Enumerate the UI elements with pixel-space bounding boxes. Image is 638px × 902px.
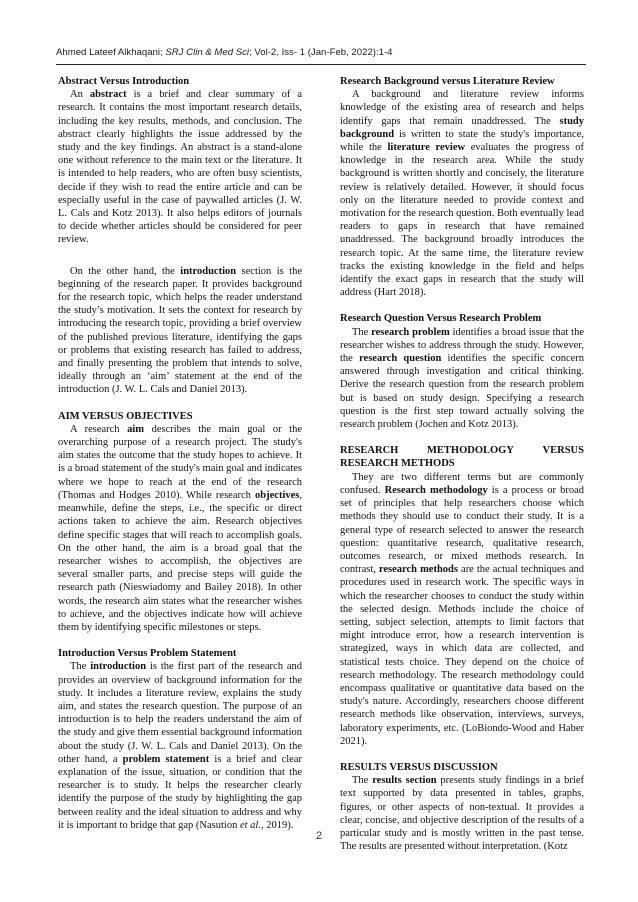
paragraph-abstract: An abstract is a brief and clear summary of a research. It contains the most important research details, including the key results, methods, and conclusion. The abstract clearly highlights the issue addressed by the study and the key findings. An abstract is a stand-alone one without reference to the main text or the literature. It is intended to help readers, who are often busy scientists, decide if they wish to read the entire article and can be especially useful in the case of paywalled articles (J. W. L. Cals and Kotz 2013). It also helps editors of journals to decide whether articles should be considered for peer review. (58, 89, 302, 246)
paragraph-results: The results section presents study findings in a brief text supported by data presented in tables, graphs, figures, or other aspects of non-textual. It provides a clear, concise, and objective description of the results of a particular study and is mostly written in the past tense. The results are presented without interpretation. (Kotz (340, 775, 584, 853)
left-column (58, 75, 302, 832)
section-heading-results: RESULTS VERSUS DISCUSSION (340, 761, 498, 773)
section-heading-question: Research Question Versus Research Problem (340, 313, 542, 325)
section-heading-aim: AIM VERSUS OBJECTIVES (58, 410, 193, 422)
section-heading-abstract: Abstract Versus Introduction (58, 76, 190, 87)
section-heading-introduction: Introduction Versus Problem Statement (58, 648, 237, 660)
header-volume: ; Vol-2, Iss- 1 (Jan-Feb, 2022):1-4 (249, 47, 393, 58)
header-rule (56, 64, 586, 65)
paragraph-methodology: They are two different terms but are commonly confused. Research methodology is a process or broad set of principles that help researchers choose which methods they should use to conduct their study. It is a general type of research selected to answer the research question: quantitative research, qualitative research, outcomes research, or mixed methods research. In contrast, research methods are the actual techniques and procedures used in research work. The specific ways in which the researcher chooses to conduct the study within the selected design. Methods include the choice of setting, subject selection, attempts to limit factors that might introduce error, how a research intervention is strategized, ways in which data are collected, and statistical tests choice. They depend on the choice of research methodology. The research methodology could encompass qualitative or quantitative data based on the study's nature. Accordingly, researchers choose different research methods like observation, interviews, surveys, laboratory experiments, etc. (LoBiondo-Wood and Haber 2021). (340, 471, 585, 747)
header-authors: Ahmed Lateef Alkhaqani; (56, 47, 163, 58)
paragraph-question: The research problem identifies a broad issue that the researcher wishes to address through the study. However, the research question identifies the specific concern answered through investigation and critical thinking. Derive the research question from the research problem but is based on study design. Specifying a research question is the first step toward actually solving the research problem (Jochen and Kotz 2013). (340, 326, 585, 431)
paragraph-problem-statement: The introduction is the first part of the research and provides an overview of background information for the study. It includes a literature review, explains the study aim, and states the research question. The purpose of an introduction is to help the readers understand the aim of the study and give them essential background information about the study (J. W. L. Cals and Daniel 2013). On the other hand, a problem statement is a brief and clear explanation of the issue, situation, or condition that the researcher is to study. It helps the researcher clearly identify the purpose of the study by highlighting the gap between reality and the ideal situation to address and why it is important to bridge that gap (Nasution et al., 2019). (58, 661, 303, 831)
paragraph-background: A background and literature review informs knowledge of the existing area of research and helps identify gaps that remain unaddressed. The study background is written to state the study's importance, while the literature review evaluates the progress of knowledge in the research area. While the study background is written shortly and concisely, the literature review is relatively detailed. However, it should focus only on the literature needed to provide context and motivation for the research question. Both eventually lead readers to gaps in research that have remained unaddressed. The background broadly introduces the research topic. At the same time, the literature review tracks the existing knowledge in the field and helps identify the exact gaps in research that the study will address (Hart 2018). (340, 89, 584, 299)
header-journal: SRJ Clin & Med Sci (165, 47, 250, 58)
paragraph-introduction: On the other hand, the introduction section is the beginning of the research paper. It provides background for the research topic, which helps the reader understand the study’s motivation. It sets the context for research by introducing the research topic, providing a brief overview of the published previous literature, identifying the gaps or problems that existing research has failed to address, and finally presenting the problem that intends to solve, ideally through an ‘aim’ statement at the end of the introduction (J. W. L. Cals and Daniel 2013). (58, 265, 302, 396)
running-header (56, 47, 586, 58)
section-heading-background: Research Background versus Literature Review (340, 76, 555, 87)
paragraph-aim: A research aim describes the main goal or the overarching purpose of a research project. The study's aim states the outcome that the study hopes to achieve. It is a broad statement of the study's main goal and indicates where we hope to reach at the end of the research (Thomas and Hodges 2010). While research objectives, meanwhile, define the steps, i.e., the specific or direct actions taken to achieve the aim. Research objectives define specific stages that will reach to accomplish goals. On the other hand, the aim is a broad goal that the researcher wishes to accomplish, the objectives are several smaller parts, and precise steps will guide the research path (Nieswiadomy and Bailey 2018). In other words, the research aim states what the researcher wishes to achieve, and the objectives indicate how will achieve them by identifying specific milestones or steps. (58, 423, 302, 633)
page-number: 2 (315, 830, 323, 842)
right-column (340, 75, 584, 853)
section-heading-methodology-line2: RESEARCH METHODS (340, 458, 455, 470)
section-heading-methodology: RESEARCH METHODOLOGY VERSUS (340, 445, 584, 457)
